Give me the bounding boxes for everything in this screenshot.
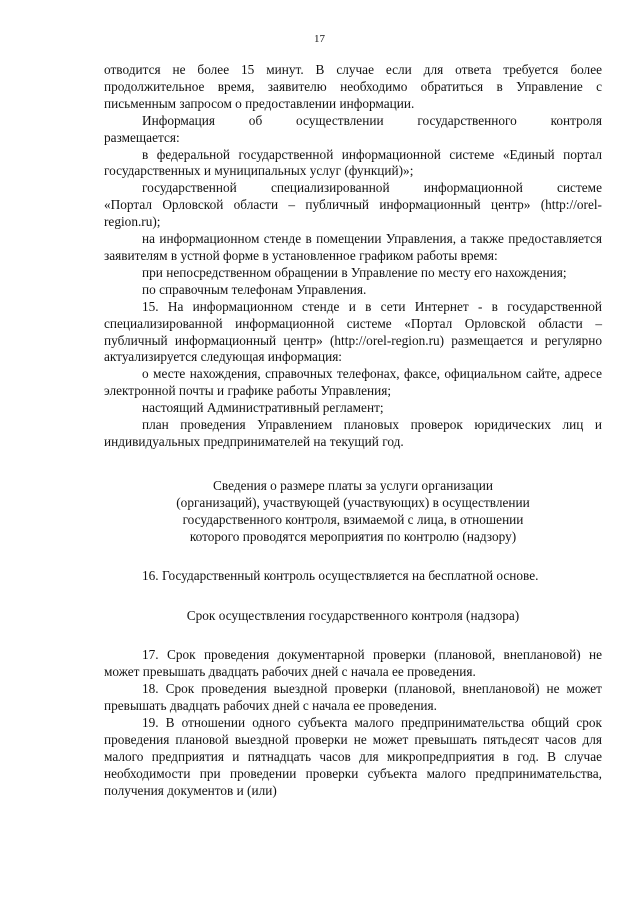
list-item-phones: по справочным телефонам Управления.: [142, 281, 367, 297]
paragraph-16: 16. Государственный контроль осуществляется на бесплатной основе.: [142, 568, 539, 584]
heading-line: Сведения о размере платы за услуги организации: [213, 477, 493, 493]
heading-line: государственного контроля, взимаемой с лица, в отношении: [182, 511, 524, 527]
paragraph-19: 19. В отношении одного субъекта малого предпринимательства общий срок проведения плановой выездной проверки не может превышать пятьдесят часов для малого предприятия и пятнадцать часов для микропредприятия в год. В случае необходимости при проведении проверки субъекта малого предпринимательства, получения документов и (или): [104, 714, 602, 798]
paragraph-17: 17. Срок проведения документарной проверки (плановой, внеплановой) не может превышать двадцать рабочих дней с начала ее проведения.: [104, 647, 602, 680]
heading-line: (организаций), участвующей (участвующих) в осуществлении: [176, 494, 530, 510]
list-item-direct-appeal: при непосредственном обращении в Управление по месту его нахождения;: [142, 264, 567, 280]
paragraph-continuation: отводится не более 15 минут. В случае если для ответа требуется более продолжительное время, заявителю необходимо обратиться в Управление с письменным запросом о предоставлении информации.: [104, 62, 602, 111]
paragraph-info-intro-end: размещается:: [104, 129, 180, 145]
page-number: 17: [314, 33, 325, 45]
heading-line: которого проводятся мероприятия по контролю (надзору): [189, 528, 517, 544]
list-item-regional-system-cont: «Портал Орловской области – публичный информационный центр» (http://orel-region.ru);: [104, 197, 602, 230]
list-item-info-stand: на информационном стенде в помещении Управления, а также предоставляется заявителям в устной форме в установленное графиком работы время:: [104, 231, 602, 263]
list-item-federal-portal: в федеральной государственной информационной системе «Единый портал государственных и муниципальных услуг (функций)»;: [104, 146, 602, 179]
document-body: [104, 62, 602, 799]
list-item-inspection-plan: план проведения Управлением плановых проверок юридических лиц и индивидуальных предпринимателей на текущий год.: [104, 417, 602, 449]
list-item-regulation: настоящий Административный регламент;: [142, 400, 384, 416]
paragraph-info-intro: Информация об осуществлении государственного контроля: [142, 112, 602, 128]
list-item-location-contacts: о месте нахождения, справочных телефонах, факсе, официальном сайте, адресе электронной почты и графике работы Управления;: [104, 366, 602, 399]
section-heading-fees: [104, 478, 602, 546]
list-item-regional-system: государственной специализированной информационной системе: [142, 180, 602, 196]
paragraph-18: 18. Срок проведения выездной проверки (плановой, внеплановой) не может превышать двадцать рабочих дней с начала ее проведения.: [104, 681, 602, 713]
section-heading-term: Срок осуществления государственного контроля (надзора): [186, 608, 520, 624]
paragraph-15: 15. На информационном стенде и в сети Интернет - в государственной специализированной информационной системе «Портал Орловской области – публичный информационный центр» (http://orel-region.ru) размещается и регулярно актуализируется следующая информация:: [104, 298, 602, 365]
